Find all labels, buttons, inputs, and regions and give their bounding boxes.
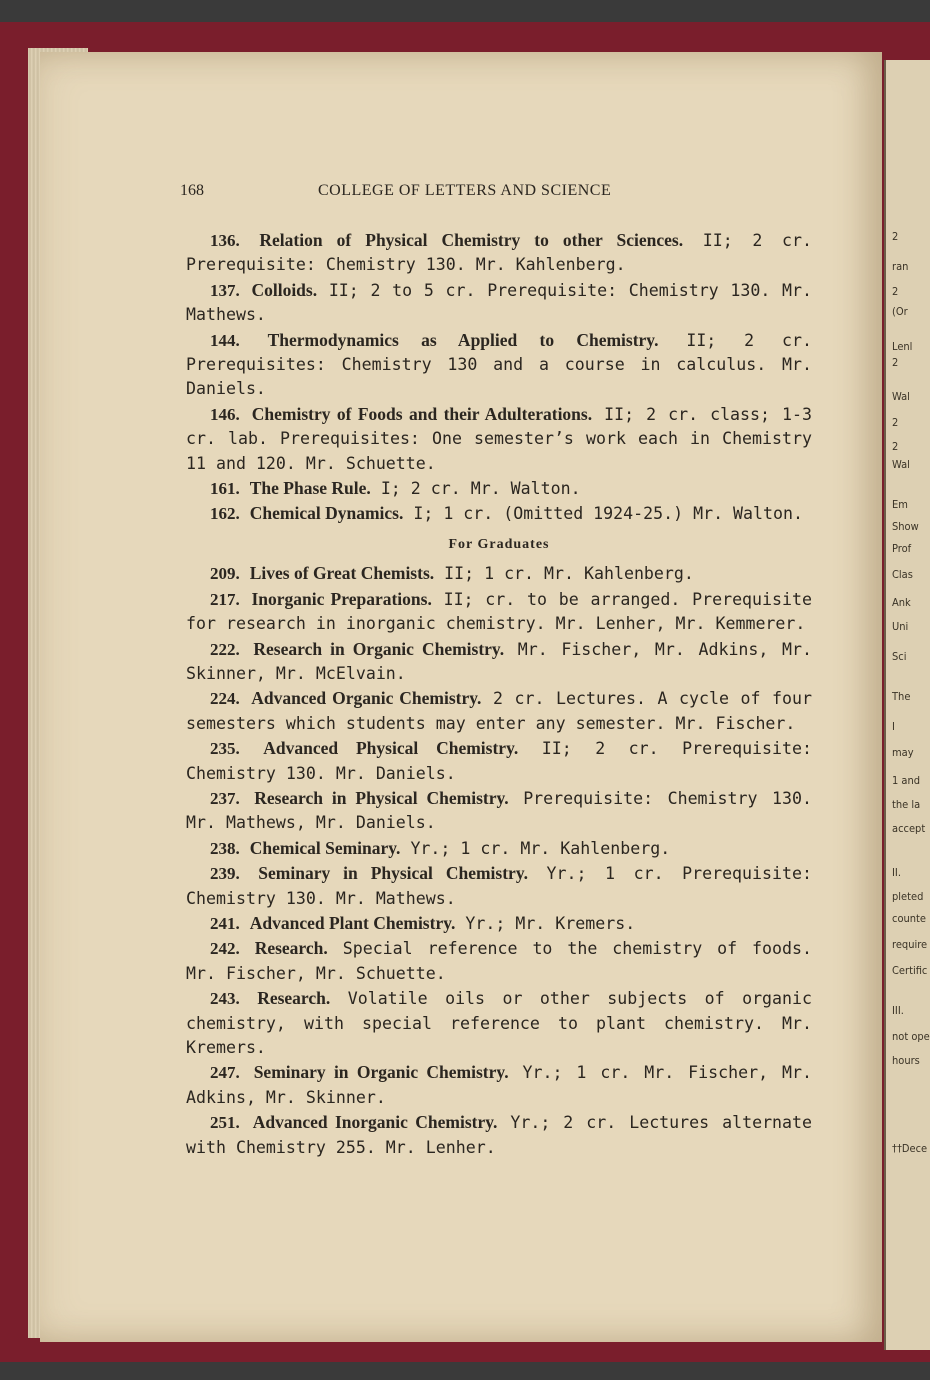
next-page-fragment: 2 xyxy=(892,440,899,453)
course-number: 144. xyxy=(210,330,240,350)
next-page-fragment: Uni xyxy=(892,620,909,633)
course-title: Research in Physical Chemistry. xyxy=(254,787,509,808)
course-description: II; cr. to be arranged. Prerequisite for research in inorganic chemistry. Mr. Lenher, Mr. Kemmerer. xyxy=(186,589,812,634)
course-entry xyxy=(186,637,812,687)
course-description: II; 2 cr. class; 1-3 cr. lab. Prerequisites: One semester’s work each in Chemistry 11 and 120. Mr. Schuette. xyxy=(186,404,812,473)
next-page-fragment: III. xyxy=(892,1004,904,1017)
next-page-fragment: Wal xyxy=(892,390,910,403)
course-description: Yr.; 1 cr. Mr. Kahlenberg. xyxy=(410,838,671,858)
next-page-fragment: 1 and xyxy=(892,774,921,787)
next-page-fragment: require xyxy=(892,938,928,951)
next-page-fragment: counte xyxy=(892,912,927,925)
course-title: Research in Organic Chemistry. xyxy=(253,638,505,659)
course-entry xyxy=(186,1110,812,1160)
next-page-fragment: Show xyxy=(892,520,919,533)
page-header xyxy=(180,182,820,204)
course-entry xyxy=(186,328,812,402)
next-page-fragment: Wal xyxy=(892,458,910,471)
course-entry xyxy=(186,986,812,1060)
course-entry xyxy=(186,911,812,936)
course-number: 247. xyxy=(210,1063,240,1083)
next-page-fragment: (Or xyxy=(892,305,908,318)
next-page-fragment: the la xyxy=(892,798,921,811)
next-page-fragment: I xyxy=(892,720,895,733)
course-title: Advanced Plant Chemistry. xyxy=(249,912,456,933)
next-page-fragment: 2 xyxy=(892,416,899,429)
course-title: Advanced Organic Chemistry. xyxy=(251,688,482,709)
course-number: 235. xyxy=(210,739,240,759)
next-page-fragment: II. xyxy=(892,866,901,879)
next-page-fragment: may xyxy=(892,746,914,759)
course-title: Chemistry of Foods and their Adulterations. xyxy=(251,403,593,424)
next-page-fragment: Clas xyxy=(892,568,913,581)
course-title: Seminary in Organic Chemistry. xyxy=(253,1062,509,1083)
course-title: Advanced Physical Chemistry. xyxy=(263,738,519,759)
course-number: 217. xyxy=(210,589,240,609)
course-description: Mr. Fischer, Mr. Adkins, Mr. Skinner, Mr. McElvain. xyxy=(186,639,813,683)
course-number: 161. xyxy=(210,479,240,499)
course-title: Inorganic Preparations. xyxy=(251,588,432,609)
course-number: 137. xyxy=(210,280,240,300)
course-listing xyxy=(186,228,812,1160)
course-number: 239. xyxy=(210,864,240,884)
course-entry xyxy=(186,836,812,861)
next-page-fragment: 2 xyxy=(892,230,899,243)
next-page-fragment: not ope xyxy=(892,1030,930,1043)
course-title: Relation of Physical Chemistry to other Sciences. xyxy=(259,230,684,250)
next-page-fragment: 2 xyxy=(892,285,899,298)
next-page-fragment: Certific xyxy=(892,964,928,977)
course-description: Yr.; Mr. Kremers. xyxy=(465,913,636,933)
course-number: 242. xyxy=(210,939,240,959)
course-description: Volatile oils or other subjects of organic chemistry, with special reference to plant chemistry. Mr. Kremers. xyxy=(186,989,813,1057)
course-title: Thermodynamics as Applied to Chemistry. xyxy=(267,329,659,350)
next-page-fragment: accept xyxy=(892,822,926,835)
next-page-fragment: Ank xyxy=(892,596,911,609)
course-number: 243. xyxy=(210,989,240,1009)
course-title: Advanced Inorganic Chemistry. xyxy=(252,1112,498,1133)
course-entry xyxy=(186,476,812,501)
course-description: II; 2 cr. Prerequisite: Chemistry 130. Mr. Kahlenberg. xyxy=(186,231,812,275)
next-page-fragment: Em xyxy=(892,498,908,511)
course-description: II; 2 to 5 cr. Prerequisite: Chemistry 130. Mr. Mathews. xyxy=(186,280,812,325)
course-number: 136. xyxy=(210,231,240,250)
course-entry xyxy=(186,736,812,786)
course-entry xyxy=(186,228,812,278)
next-page-fragment: pleted xyxy=(892,890,924,903)
undergrad-courses xyxy=(186,228,812,527)
course-entry xyxy=(186,278,812,328)
course-title: Research. xyxy=(254,938,328,959)
course-title: Seminary in Physical Chemistry. xyxy=(258,863,528,884)
section-heading: For Graduates xyxy=(448,536,550,552)
course-entry xyxy=(186,686,812,736)
course-entry xyxy=(186,1060,812,1110)
course-description: 2 cr. Lectures. A cycle of four semesters which students may enter any semester. Mr. Fischer. xyxy=(186,689,812,733)
course-number: 162. xyxy=(210,504,240,524)
course-number: 251. xyxy=(210,1113,240,1133)
course-description: II; 2 cr. Prerequisite: Chemistry 130. Mr. Daniels. xyxy=(186,739,812,783)
course-title: Chemical Seminary. xyxy=(249,837,401,858)
course-number: 146. xyxy=(210,404,240,424)
next-page-edge xyxy=(884,60,930,1350)
course-number: 241. xyxy=(210,913,240,933)
course-entry xyxy=(186,861,812,911)
course-description: II; 1 cr. Mr. Kahlenberg. xyxy=(444,564,694,584)
course-description: Special reference to the chemistry of foods. Mr. Fischer, Mr. Schuette. xyxy=(186,939,812,983)
course-description: II; 2 cr. Prerequisites: Chemistry 130 and a course in calculus. Mr. Daniels. xyxy=(186,330,812,399)
next-page-fragment: The xyxy=(892,690,911,703)
course-description: Yr.; 1 cr. Prerequisite: Chemistry 130. Mr. Mathews. xyxy=(186,864,812,908)
course-entry xyxy=(186,786,812,836)
course-number: 224. xyxy=(210,689,240,709)
course-description: Yr.; 1 cr. Mr. Fischer, Mr. Adkins, Mr. Skinner. xyxy=(186,1063,812,1107)
course-title: Chemical Dynamics. xyxy=(249,503,404,524)
next-page-fragment: ††Dece xyxy=(892,1142,928,1155)
next-page-fragment: Prof xyxy=(892,542,912,555)
course-entry xyxy=(186,561,812,586)
course-entry xyxy=(186,936,812,986)
course-entry xyxy=(186,587,812,637)
course-description: Yr.; 2 cr. Lectures alternate with Chemistry 255. Mr. Lenher. xyxy=(186,1113,813,1157)
course-number: 238. xyxy=(210,838,240,858)
next-page-fragment: hours xyxy=(892,1054,920,1067)
page-number: 168 xyxy=(180,182,204,199)
course-number: 222. xyxy=(210,639,240,659)
course-title: The Phase Rule. xyxy=(249,478,371,499)
course-entry xyxy=(186,402,812,476)
course-title: Colloids. xyxy=(251,279,318,300)
course-title: Lives of Great Chemists. xyxy=(249,563,435,584)
next-page-fragment: 2 xyxy=(892,356,899,369)
next-page-fragment: Lenl xyxy=(892,340,913,353)
course-number: 237. xyxy=(210,788,240,808)
next-page-fragment: Sci xyxy=(892,650,907,663)
course-description: Prerequisite: Chemistry 130. Mr. Mathews, Mr. Daniels. xyxy=(186,788,812,833)
course-number: 209. xyxy=(210,564,240,584)
running-head: COLLEGE OF LETTERS AND SCIENCE xyxy=(318,182,612,199)
course-description: I; 2 cr. Mr. Walton. xyxy=(380,479,581,499)
course-description: I; 1 cr. (Omitted 1924-25.) Mr. Walton. xyxy=(413,504,803,524)
course-title: Research. xyxy=(257,988,331,1009)
course-entry xyxy=(186,501,812,526)
next-page-fragment: ran xyxy=(892,260,909,273)
graduate-courses xyxy=(186,561,812,1160)
